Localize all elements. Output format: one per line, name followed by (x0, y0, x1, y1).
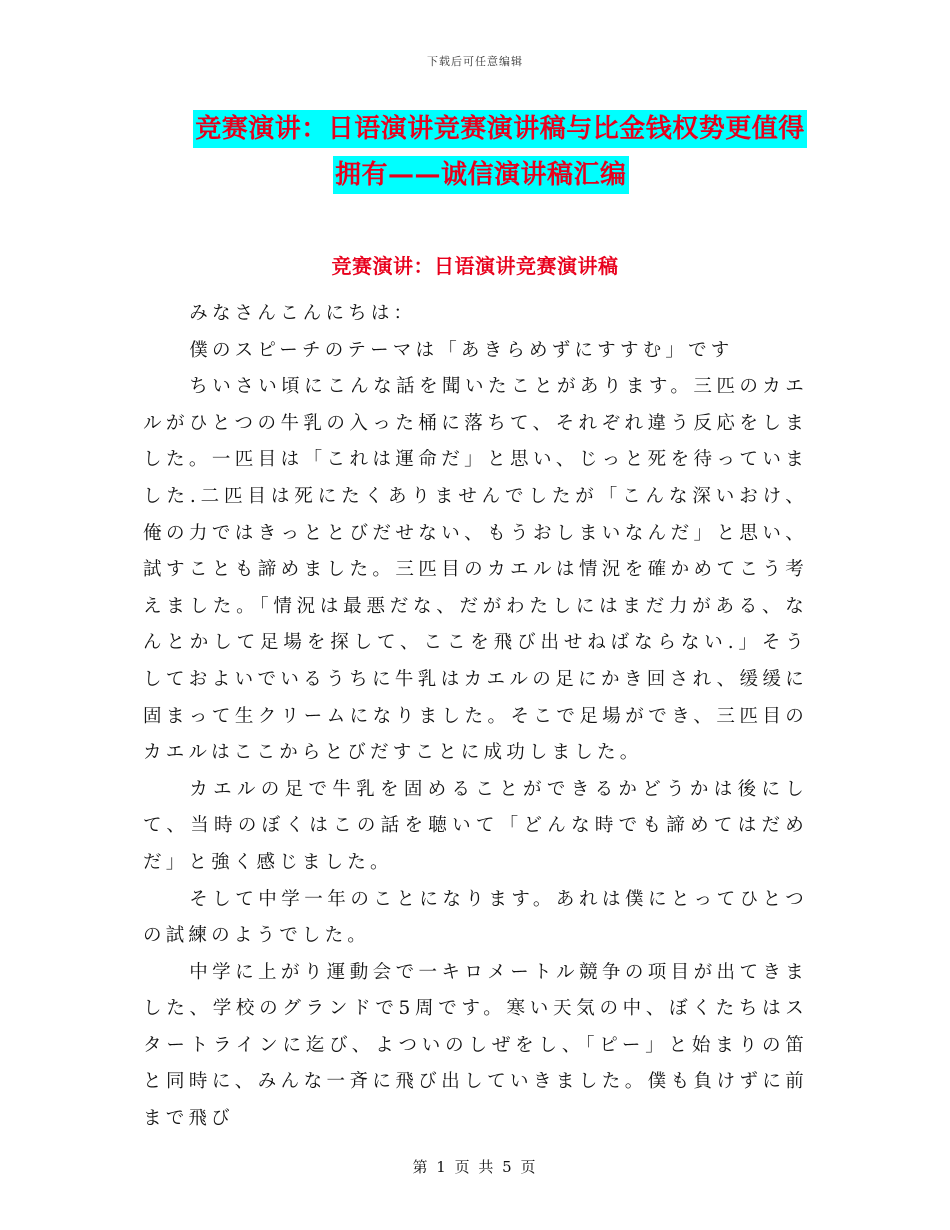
document-title (0, 110, 950, 194)
section-heading: 竞赛演讲：日语演讲竞赛演讲稿 (331, 254, 619, 278)
body-text (143, 296, 808, 1138)
page-footer: 第 1 页 共 5 页 (412, 1158, 538, 1176)
paragraph: 中学に上がり運動会で一キロメートル競争の项目が出てきました、学校のグランドで5周です。寒い天気の中、ぼくたちはスタートラインに迄び、よついのしぜをし、「ピー」と始まりの笛と同時に、みんな一斉に飛び出していきました。僕も負けずに前まで飛び (143, 961, 808, 1130)
paragraph: そして中学一年のことになります。あれは僕にとってひとつの試練のようでした。 (143, 888, 808, 947)
page-header: 下载后可任意编辑 (427, 55, 523, 68)
paragraph: みなさんこんにちは： (189, 303, 417, 324)
paragraph: カエルの足で牛乳を固めることができるかどうかは後にして、当時のぼくはこの話を聴いて「どんな時でも諦めてはだめだ」と強く感じました。 (143, 778, 808, 873)
title-line-2: 拥有——诚信演讲稿汇编 (333, 156, 629, 194)
title-line-1: 竞赛演讲：日语演讲竞赛演讲稿与比金钱权势更值得 (193, 110, 807, 148)
paragraph: ちいさい頃にこんな話を聞いたことがあります。三匹のカエルがひとつの牛乳の入った桶に落ちて、それぞれ違う反応をしました。一匹目は「これは運命だ」と思い、じっと死を待っていました.二匹目は死にたくありませんでしたが「こんな深いおけ、俺の力ではきっととびだせない、もうおしまいなんだ」と思い、試すことも諦めました。三匹目のカエルは情況を確かめてこう考えました。「情況は最悪だな、だがわたしにはまだ力がある、なんとかして足場を探して、ここを飛び出せねばならない.」そうしておよいでいるうちに牛乳はカエルの足にかき回され、缓缓に固まって生クリームになりました。そこで足場ができ、三匹目のカエルはここからとびだすことに成功しました。 (143, 376, 808, 764)
paragraph: 僕のスピーチのテーマは「あきらめずにすすむ」です (189, 339, 734, 361)
